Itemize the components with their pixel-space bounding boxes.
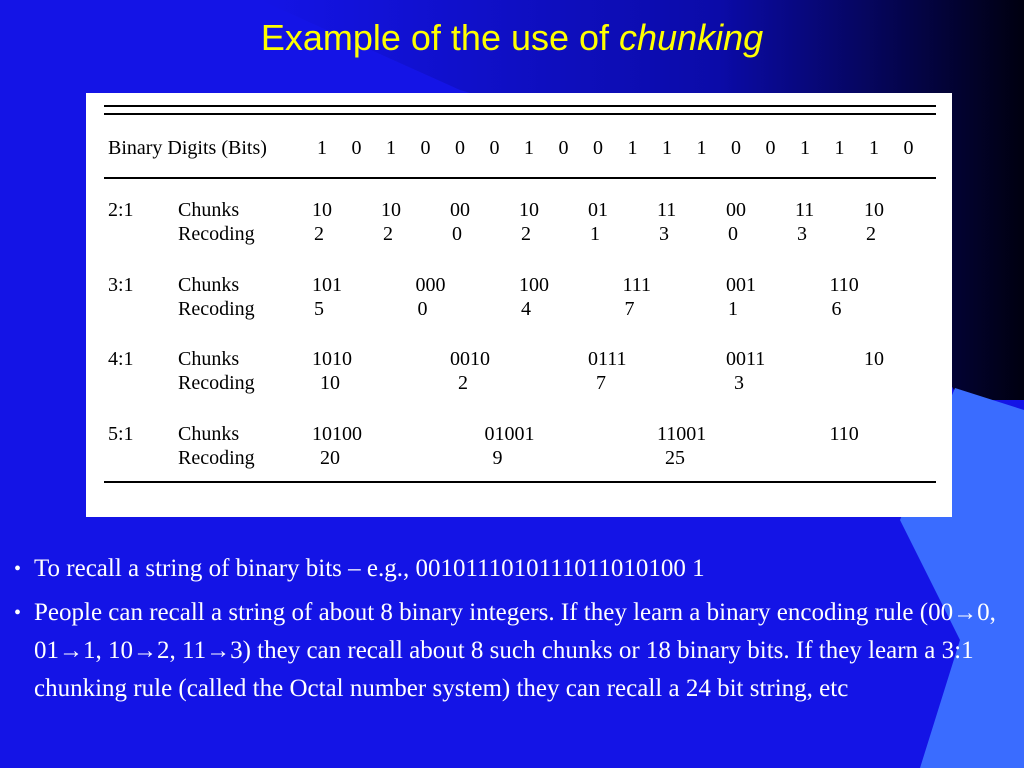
- bit-digit: 0: [731, 137, 741, 159]
- ratio-2-1: 2:1: [108, 199, 134, 221]
- chunks-label: Chunks: [178, 348, 240, 370]
- bit-digit: 1: [869, 137, 879, 159]
- arrow-icon: →: [953, 600, 978, 626]
- chunk-value: 11001: [657, 423, 707, 445]
- arrow-icon: →: [133, 638, 157, 664]
- ratio-4-1: 4:1: [108, 348, 134, 370]
- bullet-dot-icon: •: [14, 602, 22, 624]
- recoding-value: 3: [797, 223, 807, 245]
- recoding-value: 6: [831, 298, 842, 320]
- recoding-value: 0: [417, 298, 428, 320]
- bit-digit: 0: [903, 137, 914, 159]
- recoding-value: 1: [728, 298, 738, 320]
- bullet-item: [14, 550, 1014, 588]
- chunk-value: 0111: [588, 348, 627, 370]
- recoding-label: Recoding: [178, 223, 255, 245]
- bit-digit: 0: [489, 137, 500, 159]
- bit-digit: 1: [317, 137, 327, 159]
- table-rule-bottom: [104, 481, 936, 483]
- recoding-label: Recoding: [178, 372, 255, 394]
- recoding-value: 0: [452, 223, 462, 245]
- bullet-list: [14, 550, 1014, 714]
- bullet-text: To recall a string of binary bits – e.g., 0010111010111011010100 1: [34, 555, 705, 582]
- bit-digit: 1: [834, 137, 845, 159]
- table-rule-header: [104, 177, 936, 179]
- ratio-5-1: 5:1: [108, 423, 134, 445]
- recoding-value: 20: [320, 447, 340, 469]
- recoding-value: 2: [383, 223, 393, 245]
- bullet-text: People can recall a string of about 8 binary integers. If they learn a binary encoding rule (00→0, 01→1, 10→2, 11→3) they can recall about 8 such chunks or 18 binary bits. If they learn a 3:1 chunking rule (called the Octal number system) they can recall a 24 bit string, etc: [34, 599, 996, 702]
- bit-digit: 1: [800, 137, 810, 159]
- bits-row-label: Binary Digits (Bits): [108, 137, 267, 159]
- chunk-value: 111: [622, 274, 652, 296]
- ratio-3-1: 3:1: [108, 274, 134, 296]
- recoding-value: 2: [521, 223, 531, 245]
- recoding-value: 9: [492, 447, 503, 469]
- slide-title: Example of the use of chunking: [260, 17, 764, 58]
- recoding-value: 2: [866, 223, 876, 245]
- recoding-value: 1: [590, 223, 600, 245]
- chunk-value: 101: [312, 274, 342, 296]
- bullet-dot-icon: •: [14, 558, 22, 580]
- chunk-value: 10: [864, 199, 884, 221]
- chunks-label: Chunks: [178, 274, 240, 296]
- recoding-label: Recoding: [178, 298, 255, 320]
- recoding-label: Recoding: [178, 447, 255, 469]
- bit-digit: 1: [696, 137, 707, 159]
- arrow-icon: →: [59, 638, 83, 664]
- bit-digit: 1: [662, 137, 672, 159]
- chunk-value: 10: [312, 199, 332, 221]
- chunk-value: 10: [864, 348, 884, 370]
- chunk-value: 11: [795, 199, 815, 221]
- bit-digit: 0: [593, 137, 603, 159]
- chunk-value: 1010: [312, 348, 352, 370]
- chunk-value: 001: [726, 274, 756, 296]
- recoding-value: 10: [320, 372, 340, 394]
- recoding-value: 2: [458, 372, 468, 394]
- arrow-icon: →: [206, 638, 231, 664]
- chunk-value: 10: [381, 199, 401, 221]
- table-rule-top: [104, 105, 936, 107]
- chunk-value: 110: [829, 423, 859, 445]
- title-emphasis: chunking: [619, 17, 764, 58]
- bit-digit: 0: [420, 137, 431, 159]
- table-rule-top-double: [104, 113, 936, 115]
- chunks-label: Chunks: [178, 423, 240, 445]
- bit-digit: 0: [351, 137, 362, 159]
- chunks-label: Chunks: [178, 199, 240, 221]
- bit-digit: 0: [765, 137, 776, 159]
- chunk-value: 0011: [726, 348, 766, 370]
- chunk-value: 100: [519, 274, 549, 296]
- recoding-value: 3: [659, 223, 669, 245]
- bit-digit: 1: [524, 137, 534, 159]
- recoding-value: 5: [314, 298, 324, 320]
- bit-digit: 0: [455, 137, 465, 159]
- chunking-table-figure: [86, 93, 952, 517]
- recoding-value: 7: [624, 298, 635, 320]
- recoding-value: 4: [521, 298, 531, 320]
- bullet-item: [14, 594, 1014, 708]
- chunk-value: 10: [519, 199, 539, 221]
- recoding-value: 3: [734, 372, 744, 394]
- chunk-value: 11: [657, 199, 677, 221]
- chunk-value: 10100: [312, 423, 362, 445]
- chunk-value: 00: [726, 199, 746, 221]
- chunk-value: 01: [588, 199, 608, 221]
- chunk-value: 00: [450, 199, 470, 221]
- recoding-value: 7: [596, 372, 606, 394]
- bit-digit: 1: [627, 137, 638, 159]
- chunk-value: 0010: [450, 348, 490, 370]
- chunk-value: 000: [415, 274, 446, 296]
- recoding-value: 2: [314, 223, 324, 245]
- recoding-value: 25: [665, 447, 685, 469]
- bit-digit: 1: [386, 137, 396, 159]
- chunk-value: 110: [829, 274, 859, 296]
- chunk-value: 01001: [484, 423, 535, 445]
- recoding-value: 0: [728, 223, 738, 245]
- bit-digit: 0: [558, 137, 569, 159]
